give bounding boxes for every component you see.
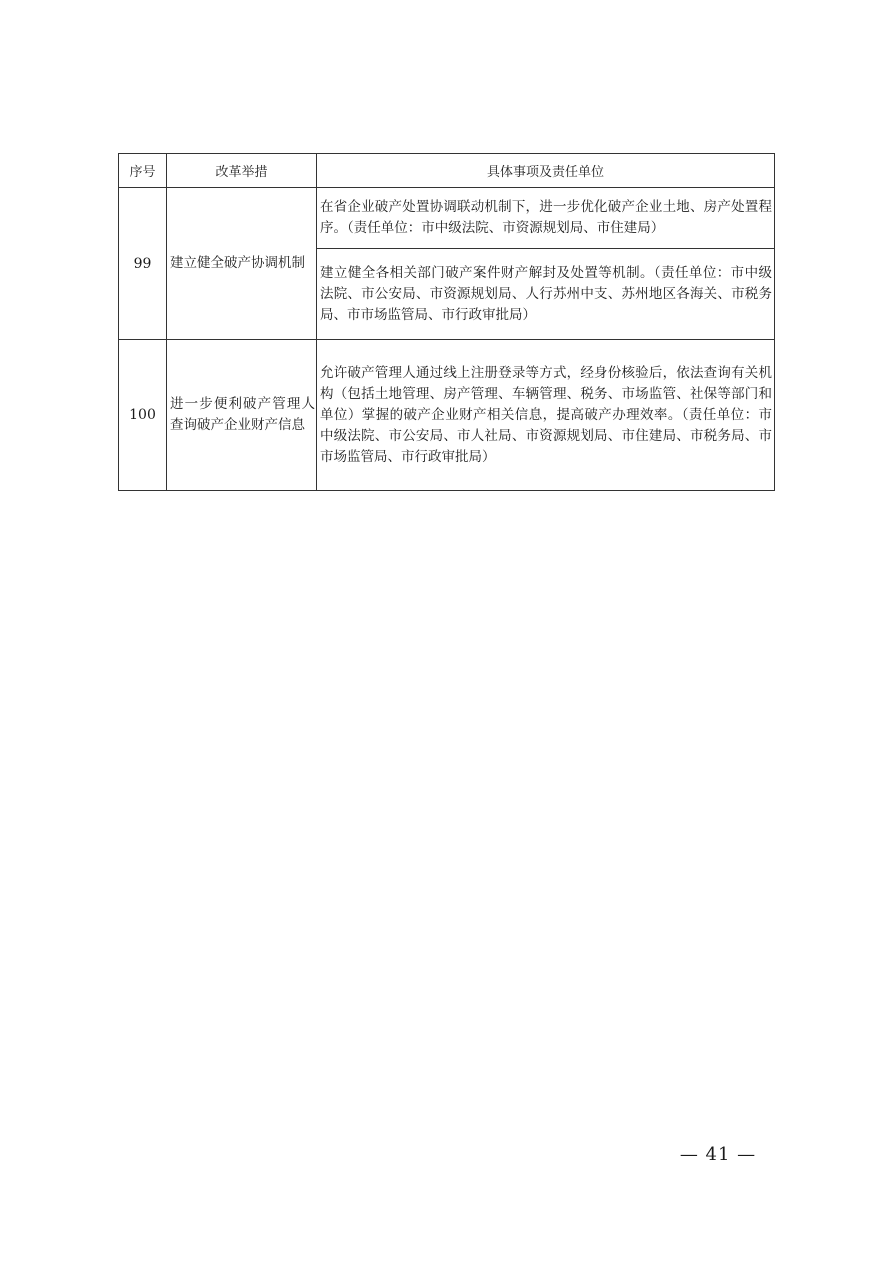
page-number: — 41 — [679, 1144, 757, 1165]
header-reform-measure: 改革举措 [167, 154, 317, 188]
reform-measure-cell: 建立健全破产协调机制 [167, 188, 317, 340]
reform-measures-table [118, 153, 775, 491]
reform-measure-cell: 进一步便利破产管理人查询破产企业财产信息 [167, 340, 317, 491]
item-cell: 在省企业破产处置协调联动机制下，进一步优化破产企业土地、房产处置程序。（责任单位：市中级法院、市资源规划局、市住建局） [317, 188, 775, 249]
item-cell: 允许破产管理人通过线上注册登录等方式，经身份核验后，依法查询有关机构（包括土地管理、房产管理、车辆管理、税务、市场监管、社保等部门和单位）掌握的破产企业财产相关信息，提高破产办理效率。（责任单位：市中级法院、市公安局、市人社局、市资源规划局、市住建局、市税务局、市市场监管局、市行政审批局） [317, 340, 775, 491]
table-row [119, 188, 775, 249]
table-header-row [119, 154, 775, 188]
header-items-and-responsible-units: 具体事项及责任单位 [317, 154, 775, 188]
serial-number-cell: 100 [119, 340, 167, 491]
table-row [119, 340, 775, 491]
serial-number-cell: 99 [119, 188, 167, 340]
item-cell: 建立健全各相关部门破产案件财产解封及处置等机制。（责任单位：市中级法院、市公安局、市资源规划局、人行苏州中支、苏州地区各海关、市税务局、市市场监管局、市行政审批局） [317, 249, 775, 340]
header-serial-number: 序号 [119, 154, 167, 188]
